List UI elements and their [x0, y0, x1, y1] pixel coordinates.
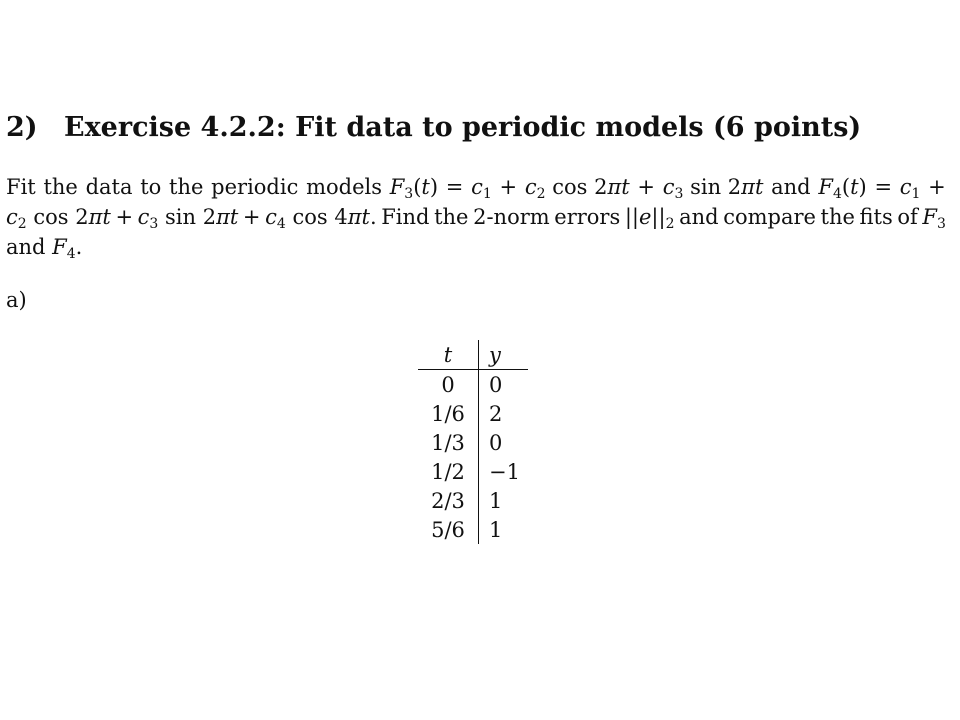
cell-t: 1/2	[418, 457, 479, 486]
table-row	[418, 457, 528, 486]
part-label: a)	[6, 288, 27, 312]
cell-y: 1	[489, 517, 503, 542]
table-header-row	[418, 340, 528, 370]
exercise-title: Exercise 4.2.2: Fit data to periodic models (6 points)	[64, 112, 862, 143]
table-row	[418, 399, 528, 428]
cell-y: 0	[489, 430, 503, 455]
problem-statement: Fit the data to the periodic models $F_3(t)$ = $c_1$ + $c_2$ cos 2πt + $c_3$ sin 2πt and $F_4(t)$ = $c_1$ + $c_2$ cos 2πt + $c_3$ sin 2πt + $c_4$ cos 4πt. Find the 2-norm errors $||e||_2$ and compare the fits of $F_3$ and $F_4$.	[6, 175, 946, 262]
data-table	[418, 340, 528, 544]
cell-y: 1	[489, 488, 503, 513]
exercise-heading	[6, 112, 861, 143]
table-row	[418, 428, 528, 457]
cell-t: 2/3	[418, 486, 479, 515]
exercise-number: 2)	[6, 112, 38, 143]
cell-y: −1	[489, 459, 520, 484]
cell-t: 1/3	[418, 428, 479, 457]
cell-y: 0	[489, 372, 503, 397]
table-row	[418, 370, 528, 400]
cell-t: 5/6	[418, 515, 479, 544]
cell-t: 0	[418, 370, 479, 400]
header-t: t	[418, 340, 479, 370]
cell-t: 1/6	[418, 399, 479, 428]
header-y: y	[479, 340, 528, 370]
table-row	[418, 486, 528, 515]
cell-y: 2	[489, 401, 503, 426]
table-row	[418, 515, 528, 544]
